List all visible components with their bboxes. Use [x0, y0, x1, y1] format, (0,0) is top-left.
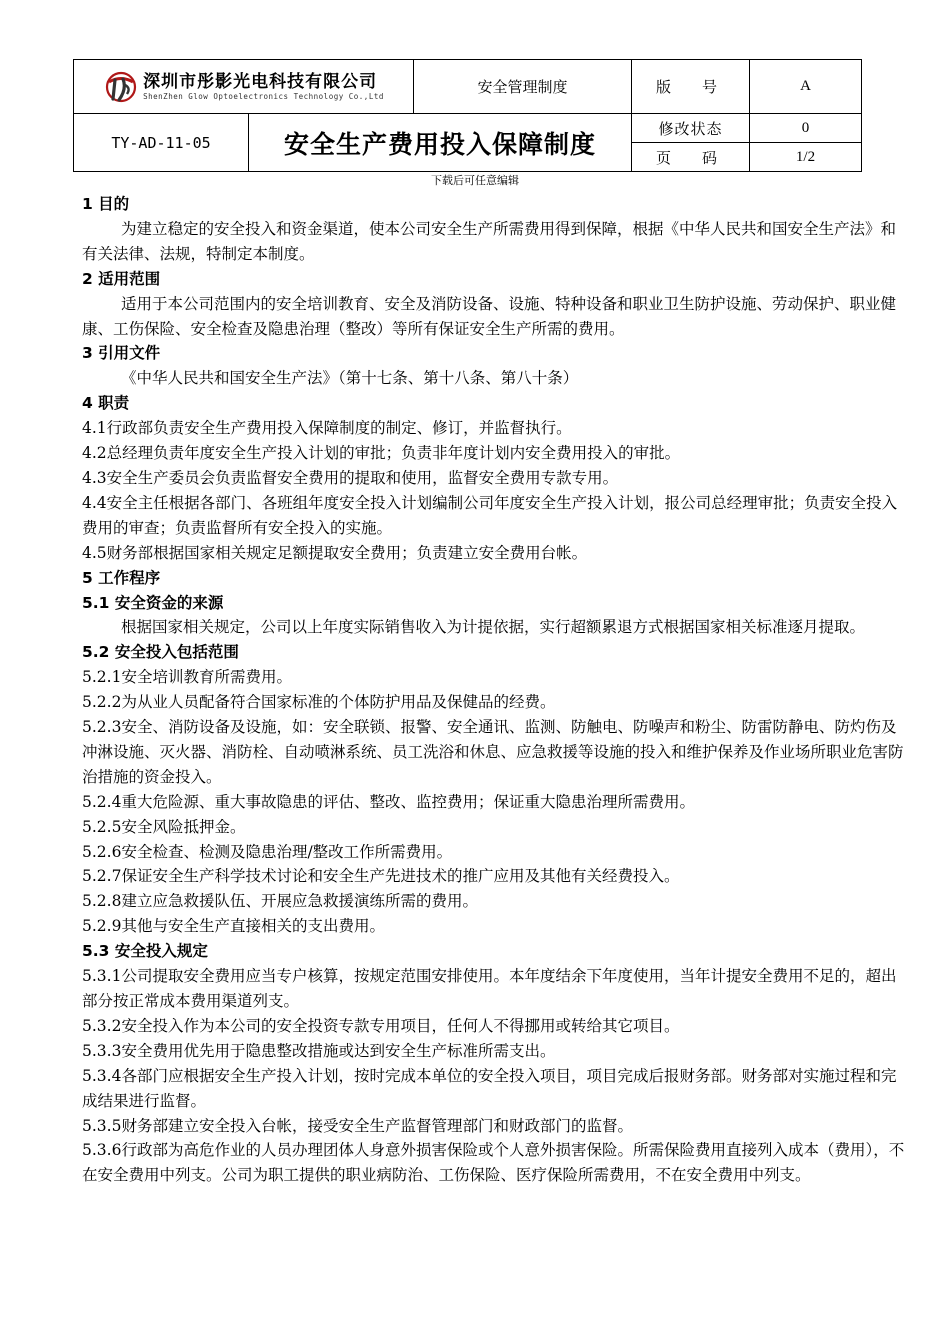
- section-2-title: 2 适用范围: [82, 269, 161, 288]
- document-header: [73, 59, 861, 171]
- section-5-3-title: 5.3 安全投入规定: [82, 942, 208, 961]
- section-5-1-title: 5.1 安全资金的来源: [82, 593, 224, 612]
- company-name-en: ShenZhen Glow Optoelectronics Technology Co.,Ltd: [143, 91, 384, 101]
- list-item: 5.2.6安全检查、检测及隐患治理/整改工作所需费用。: [82, 842, 453, 861]
- list-item: 5.2.5安全风险抵押金。: [82, 817, 246, 836]
- list-item: 4.4安全主任根据各部门、各班组年度安全投入计划编制公司年度安全生产投入计划，报公司总经理审批；负责安全投入费用的审查；负责监督所有安全投入的实施。: [82, 493, 898, 537]
- doc-title: 安全生产费用投入保障制度: [249, 114, 632, 172]
- page-number: 1/2: [750, 143, 862, 172]
- list-item: 5.2.3安全、消防设备及设施，如：安全联锁、报警、安全通讯、监测、防触电、防噪声和粉尘、防雷防静电、防灼伤及冲淋设施、灭火器、消防栓、自动喷淋系统、员工洗浴和休息、应急救援等设施的投入和维护保养及作业场所职业危害防治措施的资金投入。: [82, 718, 904, 786]
- list-item: 5.3.3安全费用优先用于隐患整改措施或达到安全生产标准所需支出。: [82, 1041, 556, 1060]
- list-item: 4.2总经理负责年度安全生产投入计划的审批；负责非年度计划内安全费用投入的审批。: [82, 444, 681, 463]
- list-item: 4.3安全生产委员会负责监督安全费用的提取和使用，监督安全费用专款专用。: [82, 468, 619, 487]
- document-body: [82, 192, 910, 1188]
- list-item: 5.3.6行政部为高危作业的人员办理团体人身意外损害保险或个人意外损害保险。所需保险费用直接列入成本（费用），不在安全费用中列支。公司为职工提供的职业病防治、工伤保险、医疗保险所需费用，不在安全费用中列支。: [82, 1141, 905, 1185]
- version-label: 版 号: [632, 60, 750, 114]
- section-2-body: 适用于本公司范围内的安全培训教育、安全及消防设备、设施、特种设备和职业卫生防护设施、劳动保护、职业健康、工伤保险、安全检查及隐患治理（整改）等所有保证安全生产所需的费用。: [82, 294, 897, 338]
- doc-category: 安全管理制度: [414, 60, 632, 114]
- edit-note: 下载后可任意编辑: [431, 174, 519, 187]
- section-1-body: 为建立稳定的安全投入和资金渠道，使本公司安全生产所需费用得到保障，根据《中华人民共和国安全生产法》和有关法律、法规，特制定本制度。: [82, 219, 897, 263]
- version-value: A: [750, 60, 862, 114]
- section-4-title: 4 职责: [82, 394, 130, 413]
- section-5-title: 5 工作程序: [82, 568, 161, 587]
- list-item: 5.2.7保证安全生产科学技术讨论和安全生产先进技术的推广应用及其他有关经费投入。: [82, 867, 680, 886]
- list-item: 5.2.4重大危险源、重大事故隐患的评估、整改、监控费用；保证重大隐患治理所需费用。: [82, 792, 695, 811]
- section-3-body: 《中华人民共和国安全生产法》（第十七条、第十八条、第八十条）: [121, 369, 579, 388]
- company-logo-cell: [74, 60, 414, 114]
- list-item: 5.2.9其他与安全生产直接相关的支出费用。: [82, 917, 385, 936]
- doc-code: TY-AD-11-05: [74, 114, 249, 172]
- section-5-1-body: 根据国家相关规定，公司以上年度实际销售收入为计提依据，实行超额累退方式根据国家相关标准逐月提取。: [121, 618, 866, 637]
- list-item: 5.3.4各部门应根据安全生产投入计划，按时完成本单位的安全投入项目，项目完成后报财务部。财务部对实施过程和完成结果进行监督。: [82, 1066, 897, 1110]
- company-name: 深圳市彤影光电科技有限公司: [143, 71, 378, 92]
- section-5-2-title: 5.2 安全投入包括范围: [82, 643, 239, 662]
- company-logo-icon: [103, 69, 139, 105]
- list-item: 4.5财务部根据国家相关规定足额提取安全费用；负责建立安全费用台帐。: [82, 543, 588, 562]
- list-item: 5.2.1安全培训教育所需费用。: [82, 668, 292, 687]
- revision-label: 修改状态: [632, 114, 750, 143]
- list-item: 4.1行政部负责安全生产费用投入保障制度的制定、修订，并监督执行。: [82, 419, 572, 438]
- section-1-title: 1 目的: [82, 195, 130, 213]
- page-label: 页 码: [632, 143, 750, 172]
- revision-value: 0: [750, 114, 862, 143]
- list-item: 5.3.5财务部建立安全投入台帐，接受安全生产监督管理部门和财政部门的监督。: [82, 1116, 633, 1135]
- list-item: 5.3.2安全投入作为本公司的安全投资专款专用项目，任何人不得挪用或转给其它项目。: [82, 1016, 680, 1035]
- section-3-title: 3 引用文件: [82, 344, 161, 363]
- list-item: 5.3.1公司提取安全费用应当专户核算，按规定范围安排使用。本年度结余下年度使用，当年计提安全费用不足的，超出部分按正常成本费用渠道列支。: [82, 967, 897, 1010]
- list-item: 5.2.8建立应急救援队伍、开展应急救援演练所需的费用。: [82, 892, 478, 911]
- list-item: 5.2.2为从业人员配备符合国家标准的个体防护用品及保健品的经费。: [82, 693, 556, 712]
